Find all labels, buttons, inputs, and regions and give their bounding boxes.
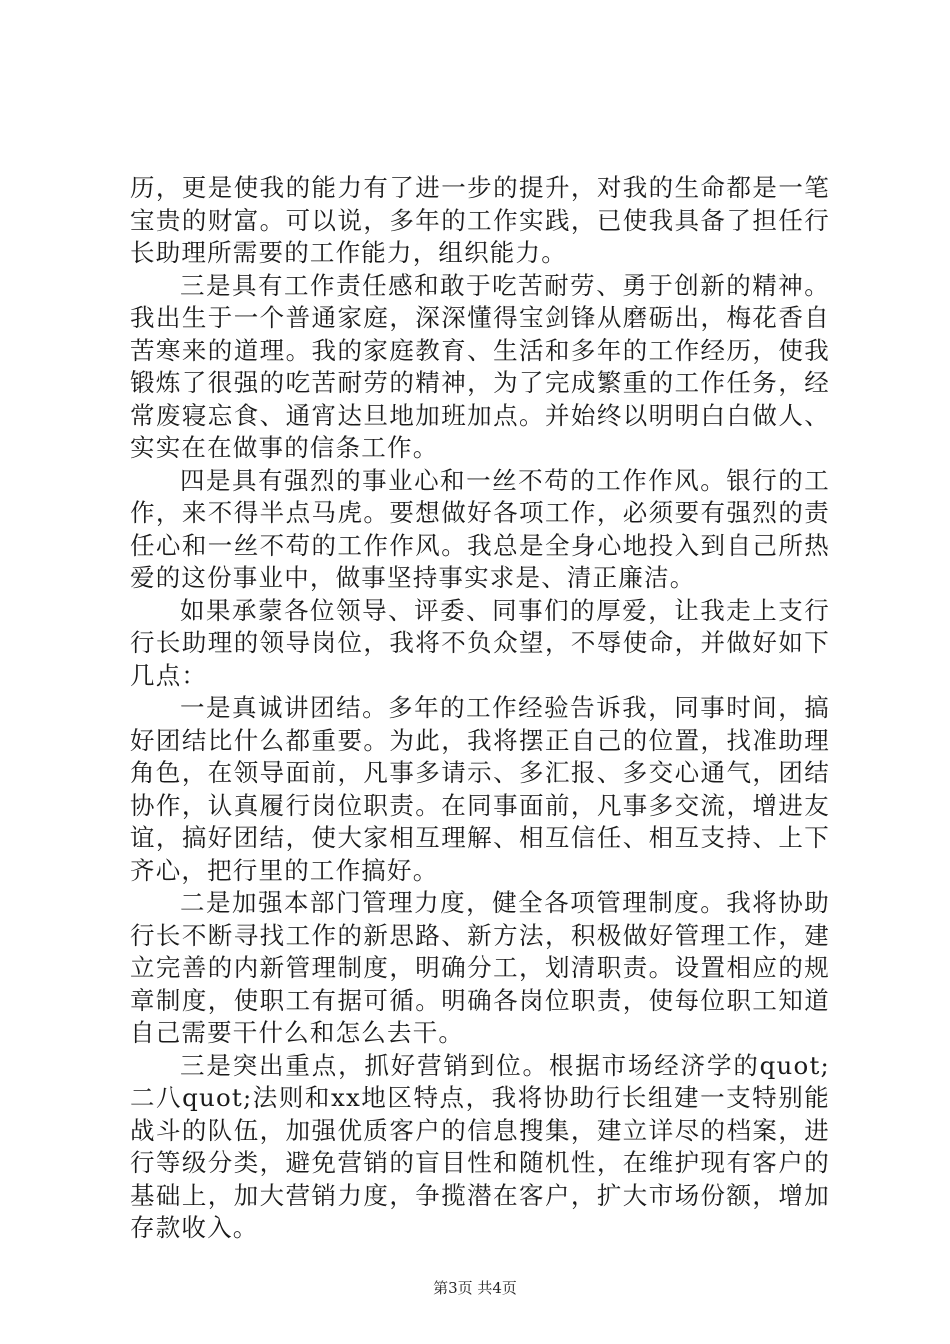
paragraph-commitment-intro: 如果承蒙各位领导、评委、同事们的厚爱，让我走上支行行长助理的领导岗位，我将不负众望，不辱使命，并做好如下几点： — [130, 595, 830, 690]
document-body — [130, 172, 830, 1245]
paragraph-point-three: 三是具有工作责任感和敢于吃苦耐劳、勇于创新的精神。我出生于一个普通家庭，深深懂得宝剑锋从磨砺出，梅花香自苦寒来的道理。我的家庭教育、生活和多年的工作经历，使我锻炼了很强的吃苦耐劳的精神，为了完成繁重的工作任务，经常废寝忘食、通宵达旦地加班加点。并始终以明明白白做人、实实在在做事的信条工作。 — [130, 270, 830, 462]
paragraph-plan-three: 三是突出重点，抓好营销到位。根据市场经济学的quot;二八quot;法则和xx地区特点，我将协助行长组建一支特别能战斗的队伍，加强优质客户的信息搜集，建立详尽的档案，进行等级分类，避免营销的盲目性和随机性，在维护现有客户的基础上，加大营销力度，争揽潜在客户，扩大市场份额，增加存款收入。 — [130, 1050, 830, 1242]
paragraph-plan-two: 二是加强本部门管理力度，健全各项管理制度。我将协助行长不断寻找工作的新思路、新方法，积极做好管理工作，建立完善的内新管理制度，明确分工，划清职责。设置相应的规章制度，使职工有据可循。明确各岗位职责，使每位职工知道自己需要干什么和怎么去干。 — [130, 888, 830, 1047]
paragraph-point-four: 四是具有强烈的事业心和一丝不苟的工作作风。银行的工作，来不得半点马虎。要想做好各项工作，必须要有强烈的责任心和一丝不苟的工作作风。我总是全身心地投入到自己所热爱的这份事业中，做事坚持事实求是、清正廉洁。 — [130, 465, 830, 592]
page-number-footer: 第3页 共4页 — [433, 1279, 517, 1297]
paragraph-continuation: 历，更是使我的能力有了进一步的提升，对我的生命都是一笔宝贵的财富。可以说，多年的工作实践，已使我具备了担任行长助理所需要的工作能力，组织能力。 — [130, 173, 830, 267]
paragraph-plan-one: 一是真诚讲团结。多年的工作经验告诉我，同事时间，搞好团结比什么都重要。为此，我将摆正自己的位置，找准助理角色，在领导面前，凡事多请示、多汇报、多交心通气，团结协作，认真履行岗位职责。在同事面前，凡事多交流，增进友谊，搞好团结，使大家相互理解、相互信任、相互支持、上下齐心，把行里的工作搞好。 — [130, 693, 830, 885]
